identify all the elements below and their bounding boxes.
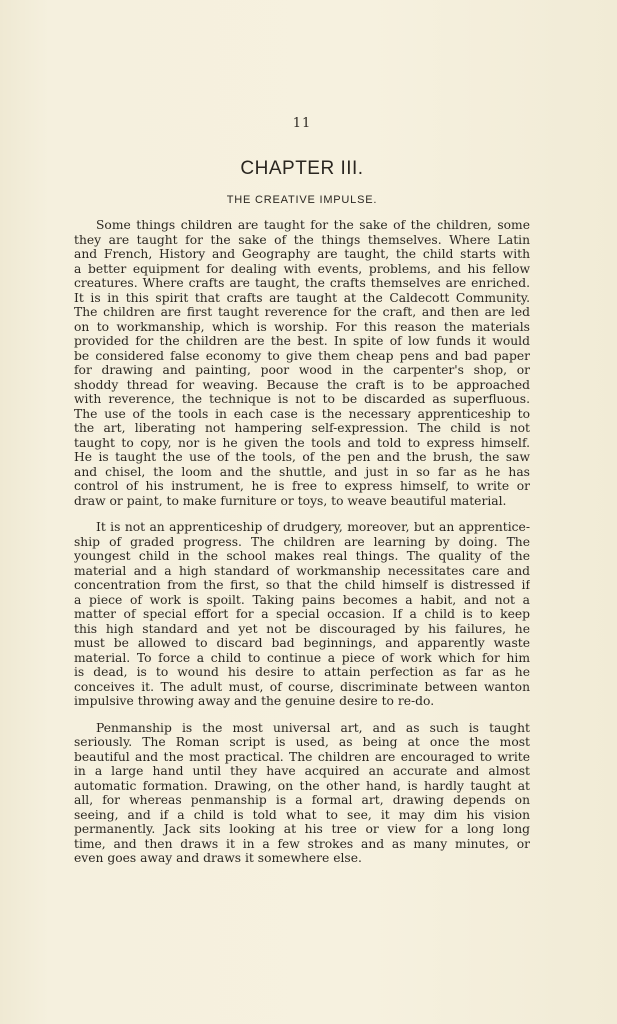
text-line: for drawing and painting, poor wood in the carpenter's shop, or: [74, 363, 530, 377]
text-line: It is not an apprenticeship of drudgery, moreover, but an apprentice-: [96, 520, 530, 534]
text-line: permanently. Jack sits looking at his tree or view for a long long: [74, 822, 530, 836]
text-line: be considered false economy to give them cheap pens and bad paper: [74, 348, 530, 363]
text-line: with reverence, the technique is not to be discarded as superfluous.: [74, 392, 530, 406]
text-line: youngest child in the school makes real things. The quality of the: [74, 549, 530, 563]
paragraph: [74, 721, 530, 866]
page-number: 11: [292, 116, 312, 131]
text-line: a piece of work is spoilt. Taking pains becomes a habit, and not a: [74, 592, 530, 607]
text-line: and chisel, the loom and the shuttle, and just in so far as he has: [74, 464, 530, 479]
text-line: on to workmanship, which is worship. For this reason the materials: [74, 319, 530, 334]
text-line: material and a high standard of workmanship necessitates care and: [74, 563, 530, 578]
text-line: seriously. The Roman script is used, as being at once the most: [74, 735, 530, 749]
text-line: concentration from the first, so that the child himself is distressed if: [74, 578, 530, 592]
text-line: automatic formation. Drawing, on the other hand, is hardly taught at: [74, 778, 530, 793]
text-line: taught to copy, nor is he given the tools and told to express himself.: [74, 435, 530, 450]
text-line: Penmanship is the most universal art, and as such is taught: [96, 720, 530, 735]
text-line: The use of the tools in each case is the necessary apprenticeship to: [74, 406, 530, 421]
text-line: It is in this spirit that crafts are taught at the Caldecott Community.: [74, 290, 530, 305]
text-line: Some things children are taught for the sake of the children, some: [96, 218, 530, 232]
chapter-subtitle: THE CREATIVE IMPULSE.: [226, 194, 378, 206]
paragraph: [74, 520, 530, 709]
text-line: even goes away and draws it somewhere else.: [74, 851, 362, 865]
chapter-title: CHAPTER III.: [240, 158, 364, 179]
text-line: impulsive throwing away and the genuine desire to re-do.: [74, 694, 435, 708]
text-line: shoddy thread for weaving. Because the craft is to be approached: [74, 377, 530, 392]
text-line: and French, History and Geography are taught, the child starts with: [74, 247, 530, 261]
chapter-body: [74, 218, 530, 878]
text-line: material. To force a child to continue a piece of work which for him: [74, 650, 530, 665]
text-line: creatures. Where crafts are taught, the crafts themselves are enriched.: [74, 276, 530, 290]
text-line: seeing, and if a child is told what to see, it may dim his vision: [74, 807, 530, 822]
text-line: they are taught for the sake of the things themselves. Where Latin: [74, 232, 530, 247]
paragraph: [74, 218, 530, 508]
text-line: must be allowed to discard bad beginnings, and apparently waste: [74, 636, 530, 650]
text-line: The children are first taught reverence for the craft, and then are led: [74, 305, 530, 319]
text-line: all, for whereas penmanship is a formal art, drawing depends on: [74, 793, 530, 807]
text-line: matter of special effort for a special occasion. If a child is to keep: [74, 607, 530, 621]
text-line: provided for the children are the best. In spite of low funds it would: [74, 334, 530, 348]
text-line: draw or paint, to make furniture or toys, to weave beautiful material.: [74, 493, 507, 508]
text-line: ship of graded progress. The children are learning by doing. The: [74, 534, 530, 549]
text-line: is dead, is to wound his desire to attain perfection as far as he: [74, 665, 530, 679]
text-line: beautiful and the most practical. The children are encouraged to write: [74, 749, 530, 764]
text-line: control of his instrument, he is free to express himself, to write or: [74, 479, 530, 493]
text-line: a better equipment for dealing with events, problems, and his fellow: [74, 261, 530, 276]
text-line: conceives it. The adult must, of course, discriminate between wanton: [74, 679, 530, 694]
text-line: He is taught the use of the tools, of the pen and the brush, the saw: [74, 450, 530, 464]
text-line: time, and then draws it in a few strokes and as many minutes, or: [74, 836, 530, 851]
text-line: in a large hand until they have acquired an accurate and almost: [74, 764, 530, 778]
text-line: this high standard and yet not be discouraged by his failures, he: [74, 621, 530, 636]
text-line: the art, liberating not hampering self-expression. The child is not: [74, 421, 530, 435]
